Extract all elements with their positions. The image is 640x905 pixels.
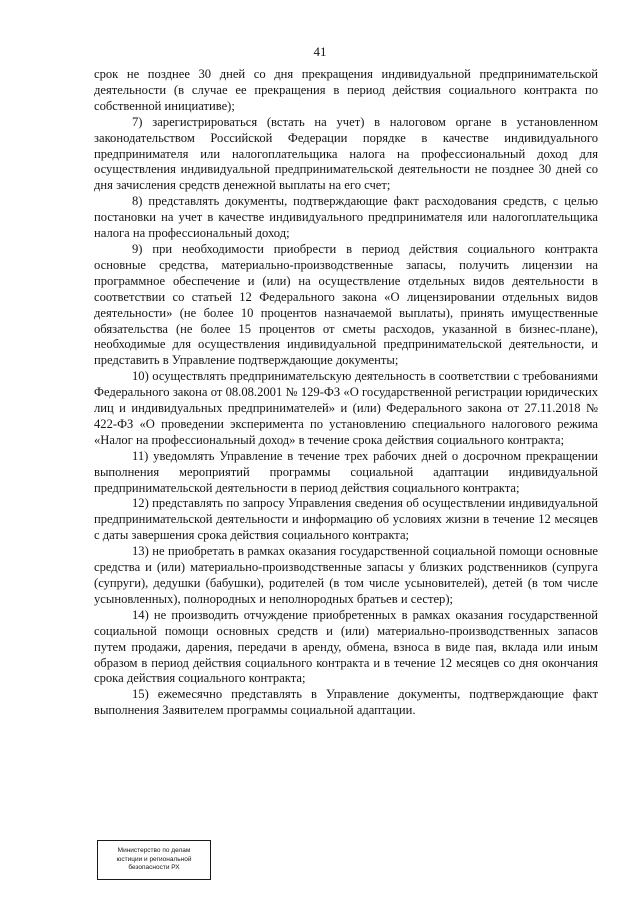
- paragraph-item-11: 11) уведомлять Управление в течение трех рабочих дней о досрочном прекращении выполнения мероприятий программы социальной адаптации индивидуальной предпринимательской деятельности в период действия социального контракта;: [94, 448, 598, 495]
- stamp-line-1: Министерство по делам: [117, 847, 191, 854]
- stamp-line-3: безопасности РХ: [128, 864, 180, 872]
- paragraph-item-12: 12) представлять по запросу Управления сведения об осуществлении индивидуальной предпринимательской деятельности и информацию об условиях жизни в течение 12 месяцев с даты завершения срока действия социального контракта;: [94, 496, 598, 543]
- paragraph-item-14: 14) не производить отчуждение приобретенных в рамках оказания государственной социальной помощи основных средств и (или) материально-производственных запасов путем продажи, дарения, передачи в аренду, обмена, взноса в виде пая, вклада или иным образом в период действия социального контракта и в течение 12 месяцев со дня окончания срока действия социального контракта;: [94, 607, 598, 686]
- paragraph-item-8: 8) представлять документы, подтверждающие факт расходования средств, с целью постановки на учет в качестве индивидуального предпринимателя или налогоплательщика налога на профессиональный доход;: [94, 194, 598, 241]
- stamp-line-2: юстиции и региональной: [116, 855, 192, 863]
- paragraph-item-9: 9) при необходимости приобрести в период действия социального контракта основные средства, материально-производственные запасы, получить лицензии на программное обеспечение и (или) на осуществление отдельных видов деятельности в соответствии со статьей 12 Федерального закона «О лицензировании отдельных видов деятельности» (не более 10 процентов назначаемой выплаты), принять имущественные обязательства (не более 15 процентов от сметы расходов, указанной в бизнес-плане), необходимые для осуществления индивидуальной предпринимательской деятельности, и представить в Управление подтверждающие документы;: [94, 241, 598, 368]
- paragraph-item-15: 15) ежемесячно представлять в Управление документы, подтверждающие факт выполнения Заявителем программы социальной адаптации.: [94, 687, 598, 718]
- ministry-stamp: [97, 840, 211, 880]
- paragraph-item-7: 7) зарегистрироваться (встать на учет) в налоговом органе в установленном законодательством Российской Федерации порядке в качестве индивидуального предпринимателя или налогоплательщика налога на профессиональный доход для осуществления индивидуальной предпринимательской деятельности не позднее 30 дней со дня зачисления средств денежной выплаты на его счет;: [94, 114, 598, 193]
- paragraph-continuation: срок не позднее 30 дней со дня прекращения индивидуальной предпринимательской деятельности (в случае ее прекращения в период действия социального контракта по собственной инициативе);: [94, 67, 598, 113]
- paragraph-item-10: 10) осуществлять предпринимательскую деятельность в соответствии с требованиями Федерального закона от 08.08.2001 № 129-ФЗ «О государственной регистрации юридических лиц и индивидуальных предпринимателей» и (или) Федерального закона от 27.11.2018 № 422-ФЗ «О проведении эксперимента по установлению специального налогового режима «Налог на профессиональный доход» в течение срока действия социального контракта;: [94, 369, 598, 447]
- document-body: [94, 67, 598, 719]
- paragraph-item-13: 13) не приобретать в рамках оказания государственной социальной помощи основные средства и (или) материально-производственные запасы у близких родственников (супруга (супруги), дедушки (бабушки), родителей (в том числе усыновителей), детей (в том числе усыновленных), полнородных и неполнородных братьев и сестер);: [94, 544, 598, 606]
- page-number: 41: [313, 44, 327, 59]
